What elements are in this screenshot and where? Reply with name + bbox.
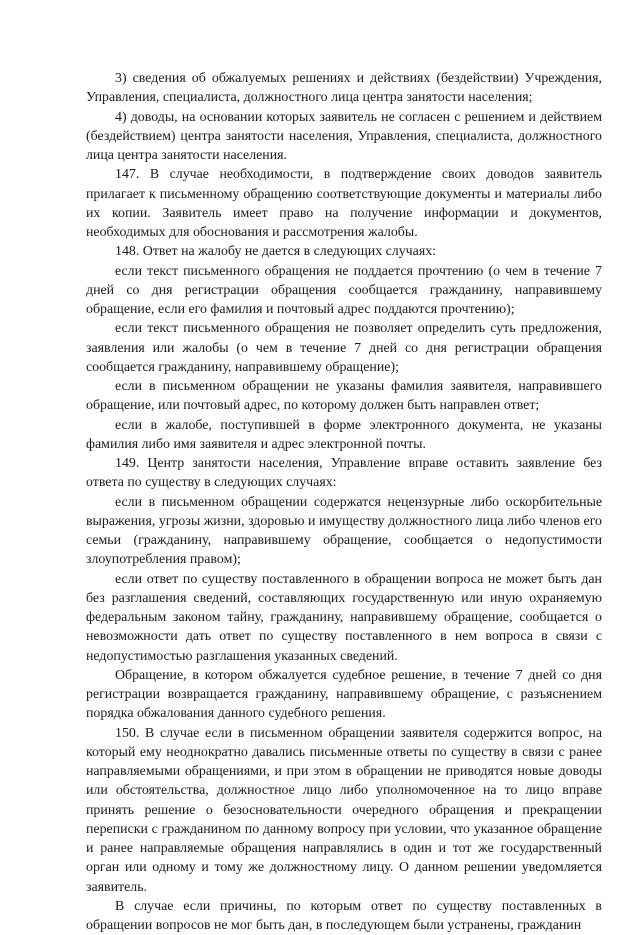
paragraph-149: 149. Центр занятости населения, Управление вправе оставить заявление без ответа по существу в следующих случаях: [86,456,602,491]
paragraph-court-decision: Обращение, в котором обжалуется судебное решение, в течение 7 дней со дня регистрации возвращается гражданину, направившему обращение, с разъяснением порядка обжалования данного судебного решения. [86,667,602,722]
paragraph-item-4: 4) доводы, на основании которых заявитель не согласен с решением и действием (бездействием) центра занятости населения, Управления, специалиста, должностного лица центра занятости населения. [86,109,602,163]
paragraph-147: 147. В случае необходимости, в подтверждение своих доводов заявитель прилагает к письменному обращению соответствующие документы и материалы либо их копии. Заявитель имеет право на получение информации и документов, необходимых для обоснования и рассмотрения жалобы. [86,167,602,240]
paragraph-149-case-1: если в письменном обращении содержатся нецензурные либо оскорбительные выражения, угрозы жизни, здоровью и имуществу должностного лица либо членов его семьи (гражданину, направившему обращение, сообщается о недопустимости злоупотребления правом); [86,494,602,568]
paragraph-148-case-2: если текст письменного обращения не позволяет определить суть предложения, заявления или жалобы (о чем в течение 7 дней со дня регистрации обращения сообщается гражданину, направившему обращение); [86,321,602,375]
paragraph-148-case-1: если текст письменного обращения не поддается прочтению (о чем в течение 7 дней со дня регистрации обращения сообщается гражданину, направившему обращение, если его фамилия и почтовый адрес поддаются прочтению); [86,263,602,317]
paragraph-148: 148. Ответ на жалобу не дается в следующих случаях: [115,244,437,260]
paragraph-148-case-4: если в жалобе, поступившей в форме электронного документа, не указаны фамилия либо имя заявителя и адрес электронной почты. [86,417,602,452]
document-body [86,69,602,935]
paragraph-item-3: 3) сведения об обжалуемых решениях и действиях (бездействии) Учреждения, Управления, специалиста, должностного лица центра занятости населения; [86,71,602,106]
paragraph-150: 150. В случае если в письменном обращении заявителя содержится вопрос, на который ему неоднократно давались письменные ответы по существу в связи с ранее направляемыми обращениями, и при этом в обращении не приводятся новые доводы или обстоятельства, должностное лицо либо уполномоченное на то лицо вправе принять решение о безосновательности очередного обращения и прекращении переписки с гражданином по данному вопросу при условии, что указанное обращение и ранее направляемые обращения направлялись в один и тот же государственный орган или одному и тому же должностному лицу. О данном решении уведомляется заявитель. [86,725,602,895]
paragraph-149-case-2: если ответ по существу поставленного в обращении вопроса не может быть дан без разглашения сведений, составляющих государственную или иную охраняемую федеральным законом тайну, гражданину, направившему обращение, сообщается о невозможности дать ответ по существу поставленного в нем вопроса в связи с недопустимостью разглашения указанных сведений. [86,571,602,664]
paragraph-150-continued: В случае если причины, по которым ответ по существу поставленных в обращении вопросов не мог быть дан, в последующем были устранены, гражданин [86,898,602,933]
paragraph-148-case-3: если в письменном обращении не указаны фамилия заявителя, направившего обращение, или почтовый адрес, по которому должен быть направлен ответ; [86,379,602,414]
